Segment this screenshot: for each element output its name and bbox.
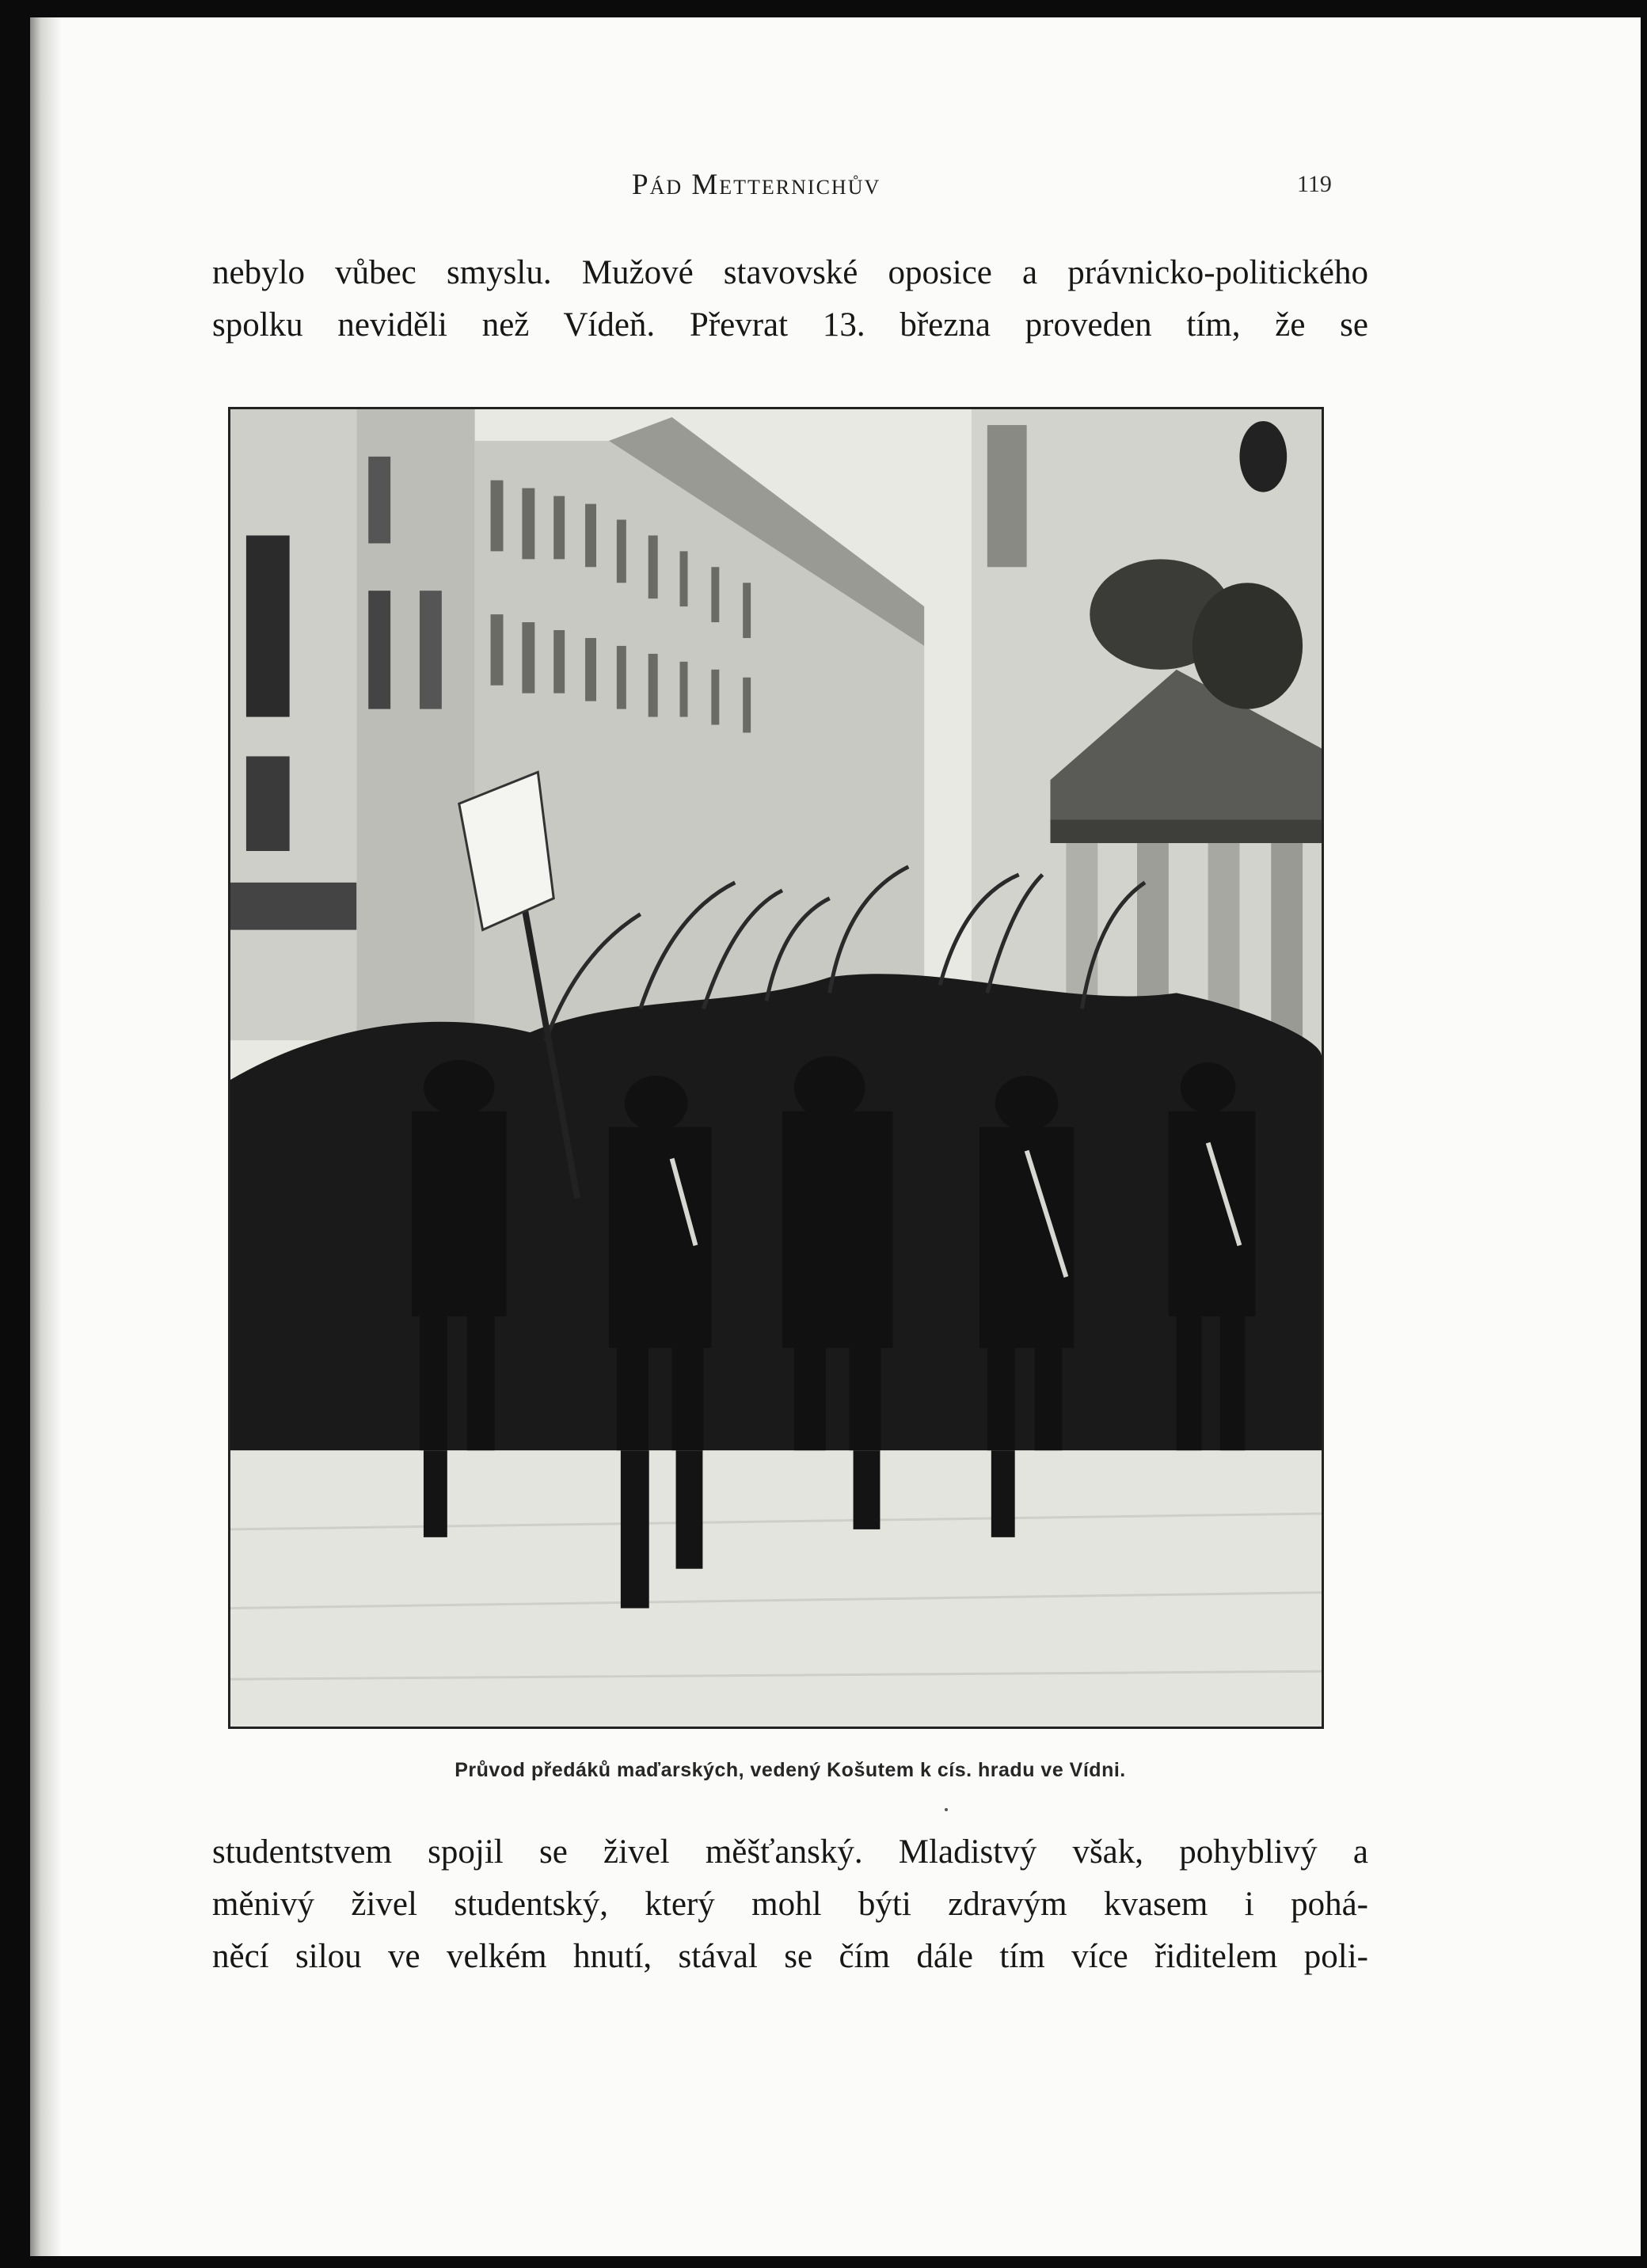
illustration-drawing: [230, 409, 1322, 1727]
book-page: [30, 17, 1641, 2256]
figure-caption: Průvod předáků maďarských, vedený Košutem k cís. hradu ve Vídni.: [455, 1759, 1126, 1781]
body-text-top: [212, 247, 1368, 351]
text-line: spolku neviděli než Vídeň. Převrat 13. března proveden tím, že se: [212, 306, 1368, 344]
engraving-illustration: [228, 407, 1324, 1729]
text-line: studentstvem spojil se živel měšťanský. Mladistvý však, pohyblivý a: [212, 1833, 1368, 1871]
binding-gutter: [30, 17, 62, 2256]
paper-speck: [945, 1808, 948, 1811]
text-line: nebylo vůbec smyslu. Mužové stavovské oposice a právnicko-politického: [212, 254, 1368, 291]
running-head: Pád Metternichův: [632, 169, 881, 201]
body-text-bottom: [212, 1826, 1368, 1983]
text-line: něcí silou ve velkém hnutí, stával se čím dále tím více řiditelem poli-: [212, 1938, 1368, 1975]
page-number: 119: [1297, 171, 1332, 197]
text-line: měnivý živel studentský, který mohl býti zdravým kvasem i pohá-: [212, 1886, 1368, 1923]
